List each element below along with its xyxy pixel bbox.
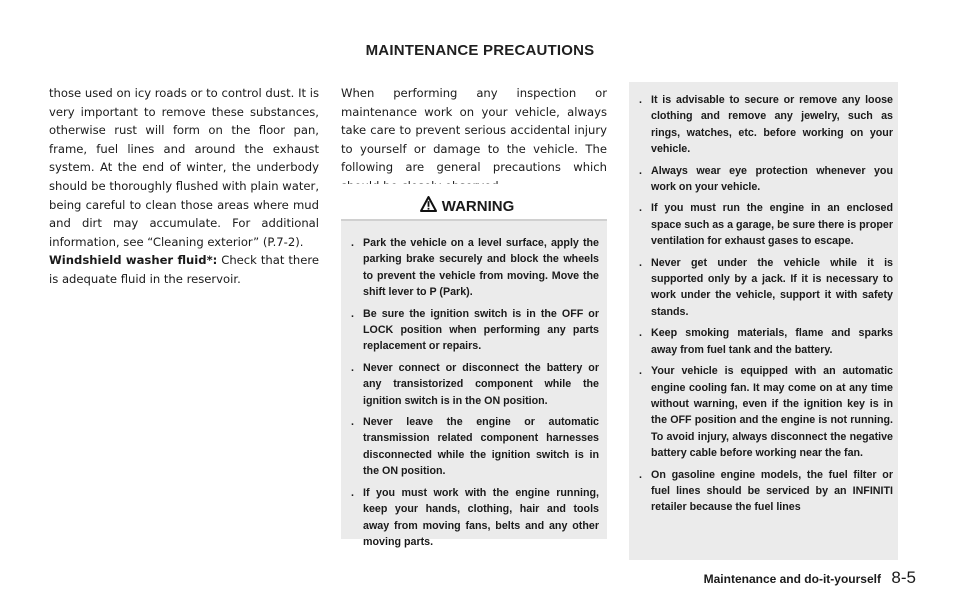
page-header: MAINTENANCE PRECAUTIONS bbox=[365, 42, 595, 59]
bullet: . bbox=[351, 307, 354, 320]
bullet: . bbox=[639, 94, 642, 106]
bullet: . bbox=[351, 361, 354, 374]
precaution-item: . Keep smoking materials, flame and sparks away from fuel tank and the battery. bbox=[639, 327, 893, 356]
warning-item: . Be sure the ignition switch is in the OFF or LOCK position when performing any parts replacement or repairs. bbox=[351, 307, 599, 353]
warning-item: . Park the vehicle on a level surface, apply the parking brake securely and block the wheels to prevent the vehicle from moving. Move the shift lever to P (Park). bbox=[351, 237, 599, 299]
washer-fluid-text: Check that there is adequate fluid in the reservoir. bbox=[49, 253, 320, 286]
intro-paragraph: When performing any inspection or maintenance work on your vehicle, always take care to prevent serious accidental injury to yourself or damage to the vehicle. The following are general precautions which bbox=[341, 86, 607, 175]
precautions-box bbox=[629, 82, 898, 560]
bullet: . bbox=[639, 164, 642, 177]
warning-list bbox=[351, 235, 599, 555]
precaution-item: . If you must run the engine in an enclosed space such as a garage, be sure there is proper ventilation for exhaust gases to escape. bbox=[639, 202, 893, 248]
warning-item: . Never leave the engine or automatic transmission related component harnesses disconnected while the ignition switch is in the ON position. bbox=[351, 416, 599, 478]
washer-fluid-paragraph bbox=[49, 251, 319, 288]
bullet: . bbox=[351, 416, 354, 429]
bullet: . bbox=[639, 202, 642, 215]
page-number: 8-5 bbox=[891, 568, 916, 587]
warning-triangle-icon bbox=[420, 196, 437, 212]
page-footer bbox=[704, 568, 916, 588]
precaution-item: . Always wear eye protection whenever you work on your vehicle. bbox=[639, 164, 893, 194]
bullet: . bbox=[639, 365, 642, 378]
column-middle bbox=[341, 84, 607, 196]
bullet: . bbox=[639, 256, 642, 269]
column-left bbox=[49, 84, 319, 289]
bullet: . bbox=[351, 237, 354, 249]
warning-item: . If you must work with the engine running, keep your hands, clothing, hair and tools away from moving fans, belts and any other moving parts. bbox=[351, 486, 599, 548]
warning-title-row bbox=[341, 198, 607, 215]
warning-title: WARNING bbox=[441, 198, 515, 215]
cleaning-paragraph: those used on icy roads or to control dust. It is very important to remove these substances, otherwise rust will form on the floor pan, frame, fuel lines and around the exhaust system. At the end of winter, the underbody should be thoroughly flushed with plain water, being careful to clean those areas where mud and dirt may accumulate. For additional information, see “Cleaning exterior” (P.7-2). bbox=[49, 86, 319, 249]
precaution-item: . It is advisable to secure or remove any loose clothing and remove any jewelry, such as rings, watches, etc. before working on your vehicle. bbox=[639, 94, 893, 156]
washer-fluid-label: Windshield washer fluid*: bbox=[49, 253, 218, 268]
footer-section-title: Maintenance and do-it-yourself bbox=[703, 572, 881, 586]
warning-item: . Never connect or disconnect the battery or any transistorized component while the ignition switch is in the ON position. bbox=[351, 361, 599, 407]
precaution-item: . On gasoline engine models, the fuel filter or fuel lines should be serviced by an INFINITI retailer because the fuel lines bbox=[639, 468, 893, 514]
precautions-list bbox=[639, 92, 893, 516]
precaution-item: . Never get under the vehicle while it is supported only by a jack. If it is necessary to work under the vehicle, support it with safety stands. bbox=[639, 256, 893, 318]
warning-header bbox=[341, 184, 607, 221]
bullet: . bbox=[639, 468, 642, 481]
bullet: . bbox=[351, 486, 354, 499]
warning-box bbox=[341, 184, 607, 548]
bullet: . bbox=[639, 327, 642, 340]
precaution-item: . Your vehicle is equipped with an automatic engine cooling fan. It may come on at any time without warning, even if the ignition key is in the OFF position and the engine is not running. To avoid injury, always disconnect the negative battery cable before working near the fan. bbox=[639, 365, 893, 460]
